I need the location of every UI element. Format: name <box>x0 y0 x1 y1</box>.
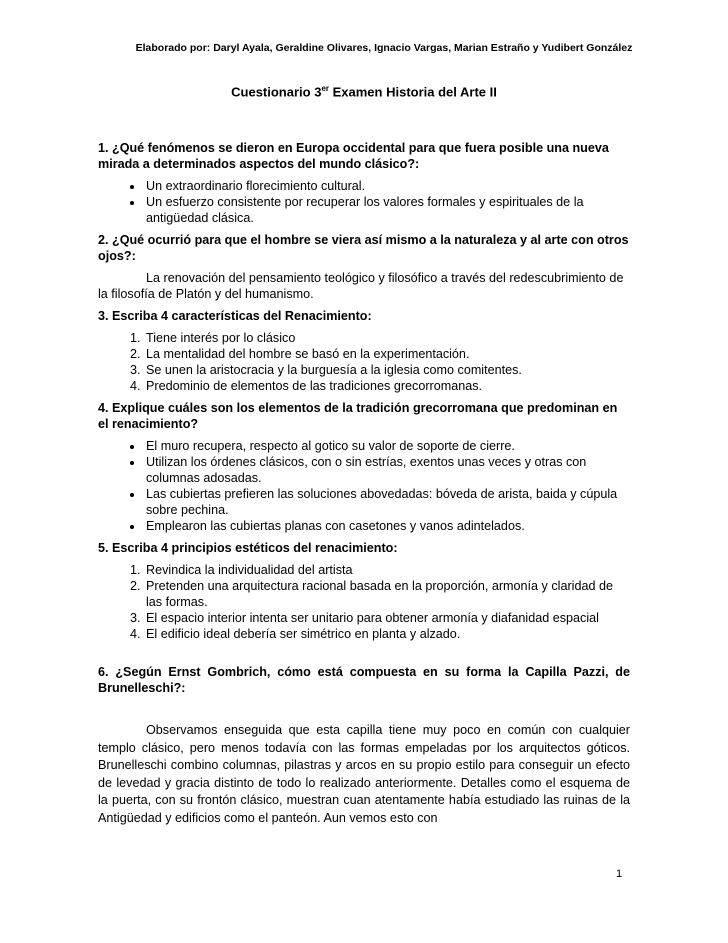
answer-4-list <box>98 438 630 534</box>
list-item: • Un esfuerzo consistente por recuperar los valores formales y espirituales de la antigüedad clásica. <box>144 194 630 226</box>
list-item: • Emplearon las cubiertas planas con casetones y vanos adintelados. <box>144 518 630 534</box>
list-item: 1. Revindica la individualidad del artista <box>144 562 630 578</box>
answer-6: Observamos enseguida que esta capilla tiene muy poco en común con cualquier templo clásico, pero menos todavía con las formas empeladas por los arquitectos góticos. Brunelleschi combino columnas, pilastras y arcos en su propio estilo para conseguir un efecto de levedad y gracia distinto de todo lo realizado anteriormente. Detalles como el esquema de la puerta, con su frontón clásico, muestran cuan atentamente había estudiado las ruinas de la Antigüedad y edificios como el panteón. Aun vemos esto con <box>98 723 630 825</box>
list-item: • Las cubiertas prefieren las soluciones abovedadas: bóveda de arista, baida y cúpula sobre pechina. <box>144 486 630 518</box>
question-4: 4. Explique cuáles son los elementos de la tradición grecorromana que predominan en el renacimiento? <box>98 401 618 431</box>
list-item: • El muro recupera, respecto al gotico su valor de soporte de cierre. <box>144 438 630 454</box>
question-1: 1. ¿Qué fenómenos se dieron en Europa occidental para que fuera posible una nueva mirada a determinados aspectos del mundo clásico?: <box>98 141 609 171</box>
list-item: 4. El edificio ideal debería ser simétrico en planta y alzado. <box>144 626 630 642</box>
answer-5-list <box>98 562 630 642</box>
list-item: 2. Pretenden una arquitectura racional basada en la proporción, armonía y claridad de las formas. <box>144 578 630 610</box>
title-rest: Examen Historia del Arte II <box>329 84 497 100</box>
list-item: 3. El espacio interior intenta ser unitario para obtener armonía y diafanidad espacial <box>144 610 630 626</box>
document-title <box>0 84 728 99</box>
title-main: Cuestionario 3 <box>231 84 322 100</box>
list-item: 4. Predominio de elementos de las tradiciones grecorromanas. <box>144 378 630 394</box>
list-item: 1. Tiene interés por lo clásico <box>144 330 630 346</box>
answer-3-list <box>98 330 630 394</box>
list-item: 3. Se unen la aristocracia y la burguesía a la iglesia como comitentes. <box>144 362 630 378</box>
question-5: 5. Escriba 4 principios estéticos del renacimiento: <box>98 541 398 555</box>
list-item: 2. La mentalidad del hombre se basó en la experimentación. <box>144 346 630 362</box>
question-3: 3. Escriba 4 características del Renacimiento: <box>98 309 372 323</box>
question-2: 2. ¿Qué ocurrió para que el hombre se viera así mismo a la naturaleza y al arte con otros ojos?: <box>98 233 629 263</box>
list-item: • Utilizan los órdenes clásicos, con o sin estrías, exentos unas veces y otras con columnas adosadas. <box>144 454 630 486</box>
list-item: • Un extraordinario florecimiento cultural. <box>144 178 630 194</box>
page-header: Elaborado por: Daryl Ayala, Geraldine Olivares, Ignacio Vargas, Marian Estraño y Yudibert González <box>135 42 633 54</box>
page-number: 1 <box>616 868 623 880</box>
answer-2: La renovación del pensamiento teológico y filosófico a través del redescubrimiento de la filosofía de Platón y del humanismo. <box>98 271 624 301</box>
title-superscript: er <box>321 84 329 93</box>
answer-1-list <box>98 178 630 226</box>
question-6: 6. ¿Según Ernst Gombrich, cómo está compuesta en su forma la Capilla Pazzi, de Brunelleschi?: <box>98 665 630 695</box>
document-body <box>98 140 630 833</box>
